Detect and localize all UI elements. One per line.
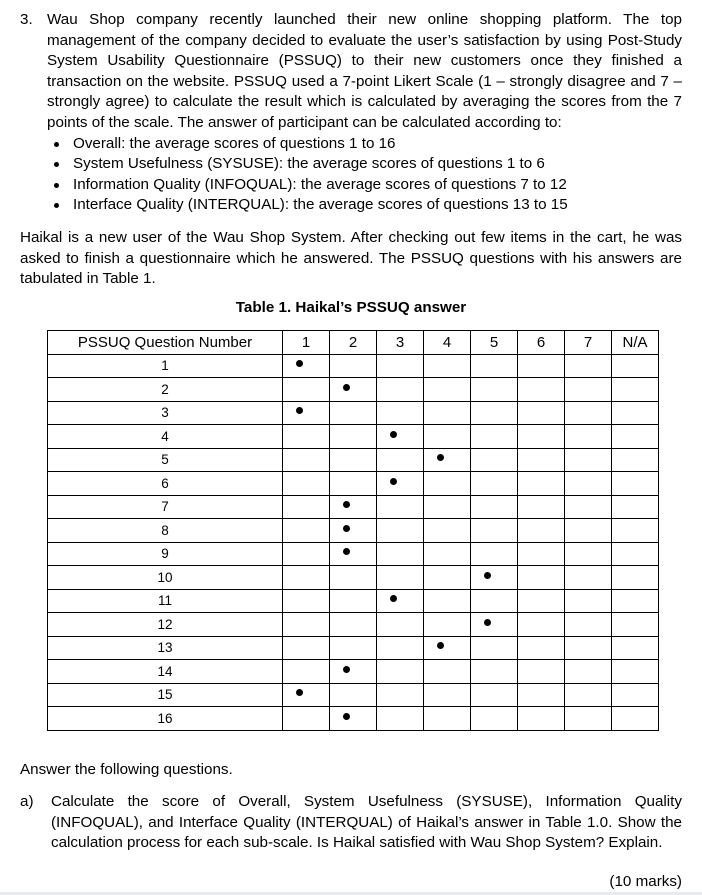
answer-cell	[565, 519, 612, 543]
answer-cell	[283, 707, 330, 731]
answer-cell	[283, 660, 330, 684]
answer-cell	[377, 707, 424, 731]
answer-cell	[330, 378, 377, 402]
answer-cell	[612, 448, 659, 472]
question-number-cell: 4	[48, 425, 283, 449]
answer-cell	[377, 636, 424, 660]
answer-cell	[330, 519, 377, 543]
question-number-cell: 10	[48, 566, 283, 590]
answer-cell	[330, 613, 377, 637]
table-row	[48, 707, 659, 731]
question-number-cell: 11	[48, 589, 283, 613]
answer-cell	[424, 542, 471, 566]
answer-cell	[471, 589, 518, 613]
criteria-list	[52, 134, 682, 216]
answer-cell	[377, 519, 424, 543]
answer-cell	[283, 472, 330, 496]
answer-cell	[612, 589, 659, 613]
answer-cell	[565, 589, 612, 613]
table-row	[48, 613, 659, 637]
answer-cell	[565, 448, 612, 472]
answer-cell	[283, 495, 330, 519]
header-scale-2: 2	[330, 331, 377, 355]
criteria-item: System Usefulness (SYSUSE): the average scores of questions 1 to 6	[52, 154, 682, 175]
table-row	[48, 401, 659, 425]
answer-cell	[612, 519, 659, 543]
answer-cell	[283, 636, 330, 660]
answer-cell	[471, 378, 518, 402]
selected-answer-dot	[390, 595, 397, 602]
answer-cell	[612, 613, 659, 637]
question-number-cell: 16	[48, 707, 283, 731]
answer-prompt: Answer the following questions.	[20, 761, 233, 778]
answer-cell	[424, 636, 471, 660]
selected-answer-dot	[343, 384, 350, 391]
table-row	[48, 472, 659, 496]
answer-cell	[471, 566, 518, 590]
selected-answer-dot	[296, 360, 303, 367]
answer-cell	[424, 401, 471, 425]
answer-cell	[377, 448, 424, 472]
answer-cell	[330, 542, 377, 566]
answer-cell	[471, 636, 518, 660]
header-scale-na: N/A	[612, 331, 659, 355]
answer-cell	[424, 589, 471, 613]
answer-cell	[283, 613, 330, 637]
answer-cell	[565, 613, 612, 637]
answer-cell	[377, 378, 424, 402]
answer-cell	[565, 495, 612, 519]
answer-cell	[424, 448, 471, 472]
answer-cell	[471, 425, 518, 449]
answer-cell	[424, 519, 471, 543]
selected-answer-dot	[437, 454, 444, 461]
answer-cell	[518, 589, 565, 613]
header-scale-3: 3	[377, 331, 424, 355]
selected-answer-dot	[390, 431, 397, 438]
table-title: Table 1. Haikal’s PSSUQ answer	[235, 299, 467, 316]
header-scale-6: 6	[518, 331, 565, 355]
table-row	[48, 636, 659, 660]
selected-answer-dot	[343, 666, 350, 673]
answer-cell	[283, 378, 330, 402]
answer-cell	[612, 472, 659, 496]
answer-cell	[377, 542, 424, 566]
table-row	[48, 354, 659, 378]
table-row	[48, 660, 659, 684]
answer-cell	[518, 448, 565, 472]
answer-cell	[612, 378, 659, 402]
answer-cell	[330, 566, 377, 590]
answer-cell	[565, 707, 612, 731]
answer-cell	[471, 542, 518, 566]
table-row	[48, 542, 659, 566]
answer-cell	[471, 448, 518, 472]
question-number-cell: 1	[48, 354, 283, 378]
answer-cell	[471, 354, 518, 378]
answer-cell	[424, 425, 471, 449]
answer-cell	[565, 660, 612, 684]
answer-cell	[424, 566, 471, 590]
answer-cell	[283, 448, 330, 472]
question-number-cell: 6	[48, 472, 283, 496]
answer-cell	[518, 683, 565, 707]
answer-cell	[424, 660, 471, 684]
answer-cell	[565, 542, 612, 566]
answer-cell	[518, 660, 565, 684]
answer-cell	[330, 425, 377, 449]
answer-cell	[424, 613, 471, 637]
answer-cell	[424, 707, 471, 731]
table-row	[48, 378, 659, 402]
answer-cell	[518, 636, 565, 660]
question-number: 3.	[20, 11, 33, 28]
answer-cell	[565, 472, 612, 496]
answer-cell	[330, 448, 377, 472]
answer-cell	[518, 354, 565, 378]
answer-cell	[565, 354, 612, 378]
answer-cell	[565, 636, 612, 660]
pssuq-answer-table	[47, 330, 659, 731]
selected-answer-dot	[296, 407, 303, 414]
header-scale-4: 4	[424, 331, 471, 355]
answer-cell	[330, 354, 377, 378]
question-number-cell: 8	[48, 519, 283, 543]
selected-answer-dot	[343, 548, 350, 555]
question-intro: Wau Shop company recently launched their new online shopping platform. The top management of the company decided to evaluate the user’s satisfaction by using Post-Study System Usability Questionnaire (PSSUQ) to their new customers once they finished a transaction on the website. PSSUQ used a 7-point Likert Scale (1 – strongly disagree and 7 – strongly agree) to calculate the result which is calculated by averaging the scores from the 7 points of the scale. The answer of participant can be calculated according to:	[47, 11, 682, 131]
answer-cell	[612, 707, 659, 731]
answer-cell	[565, 425, 612, 449]
question-number-cell: 5	[48, 448, 283, 472]
answer-cell	[424, 354, 471, 378]
header-scale-5: 5	[471, 331, 518, 355]
answer-cell	[283, 519, 330, 543]
answer-cell	[283, 354, 330, 378]
answer-cell	[377, 472, 424, 496]
answer-cell	[612, 566, 659, 590]
marks: (10 marks)	[609, 873, 682, 890]
answer-cell	[377, 354, 424, 378]
answer-cell	[377, 425, 424, 449]
answer-cell	[471, 401, 518, 425]
header-scale-7: 7	[565, 331, 612, 355]
answer-cell	[518, 566, 565, 590]
selected-answer-dot	[343, 713, 350, 720]
question-number-cell: 14	[48, 660, 283, 684]
question-number-cell: 9	[48, 542, 283, 566]
answer-cell	[377, 401, 424, 425]
answer-cell	[518, 495, 565, 519]
answer-cell	[518, 519, 565, 543]
selected-answer-dot	[296, 689, 303, 696]
table-row	[48, 566, 659, 590]
question-number-cell: 3	[48, 401, 283, 425]
answer-cell	[471, 683, 518, 707]
question-number-cell: 15	[48, 683, 283, 707]
answer-cell	[377, 683, 424, 707]
answer-cell	[283, 589, 330, 613]
part-a	[20, 792, 682, 854]
answer-cell	[330, 472, 377, 496]
selected-answer-dot	[437, 642, 444, 649]
question-3	[20, 10, 682, 216]
answer-cell	[377, 566, 424, 590]
answer-cell	[612, 636, 659, 660]
answer-cell	[565, 378, 612, 402]
answer-cell	[283, 683, 330, 707]
part-a-text: Calculate the score of Overall, System Usefulness (SYSUSE), Information Quality (INFOQUAL), and Interface Quality (INTERQUAL) of Haikal’s answer in Table 1.0. Show the calculation process for each sub-scale. Is Haikal satisfied with Wau Shop System? Explain.	[51, 793, 682, 852]
answer-cell	[377, 589, 424, 613]
answer-cell	[518, 707, 565, 731]
answer-cell	[612, 354, 659, 378]
question-number-cell: 7	[48, 495, 283, 519]
answer-cell	[565, 683, 612, 707]
selected-answer-dot	[343, 525, 350, 532]
answer-cell	[518, 378, 565, 402]
answer-cell	[612, 542, 659, 566]
question-number-cell: 12	[48, 613, 283, 637]
answer-cell	[518, 542, 565, 566]
answer-cell	[612, 683, 659, 707]
criteria-item: Interface Quality (INTERQUAL): the average scores of questions 13 to 15	[52, 195, 682, 216]
answer-cell	[471, 707, 518, 731]
criteria-item: Information Quality (INFOQUAL): the average scores of questions 7 to 12	[52, 175, 682, 196]
answer-cell	[565, 401, 612, 425]
question-number-cell: 13	[48, 636, 283, 660]
criteria-item: Overall: the average scores of questions 1 to 16	[52, 134, 682, 155]
table-row	[48, 425, 659, 449]
answer-cell	[612, 660, 659, 684]
scenario-paragraph: Haikal is a new user of the Wau Shop System. After checking out few items in the cart, he was asked to finish a questionnaire which he answered. The PSSUQ questions with his answers are tabulated in Table 1.	[20, 229, 682, 288]
answer-cell	[471, 613, 518, 637]
answer-cell	[283, 566, 330, 590]
answer-cell	[471, 472, 518, 496]
selected-answer-dot	[484, 572, 491, 579]
selected-answer-dot	[390, 478, 397, 485]
answer-cell	[518, 472, 565, 496]
answer-cell	[330, 495, 377, 519]
selected-answer-dot	[343, 501, 350, 508]
header-question-number: PSSUQ Question Number	[48, 331, 283, 355]
table-row	[48, 448, 659, 472]
table-row	[48, 495, 659, 519]
answer-cell	[283, 425, 330, 449]
answer-cell	[612, 495, 659, 519]
question-number-cell: 2	[48, 378, 283, 402]
answer-cell	[377, 613, 424, 637]
table-row	[48, 519, 659, 543]
table-row	[48, 589, 659, 613]
answer-cell	[518, 425, 565, 449]
answer-cell	[518, 613, 565, 637]
answer-cell	[424, 683, 471, 707]
answer-cell	[330, 589, 377, 613]
answer-cell	[565, 566, 612, 590]
answer-cell	[471, 519, 518, 543]
answer-cell	[424, 472, 471, 496]
selected-answer-dot	[484, 619, 491, 626]
answer-cell	[612, 401, 659, 425]
part-a-label: a)	[20, 793, 34, 810]
answer-cell	[471, 495, 518, 519]
table-header-row	[48, 331, 659, 355]
header-scale-1: 1	[283, 331, 330, 355]
answer-cell	[330, 401, 377, 425]
answer-cell	[424, 378, 471, 402]
answer-cell	[612, 425, 659, 449]
answer-cell	[377, 660, 424, 684]
answer-cell	[330, 660, 377, 684]
answer-cell	[330, 636, 377, 660]
answer-cell	[283, 542, 330, 566]
answer-cell	[330, 707, 377, 731]
answer-cell	[283, 401, 330, 425]
answer-cell	[330, 683, 377, 707]
answer-cell	[518, 401, 565, 425]
answer-cell	[424, 495, 471, 519]
answer-cell	[471, 660, 518, 684]
table-row	[48, 683, 659, 707]
answer-cell	[377, 495, 424, 519]
